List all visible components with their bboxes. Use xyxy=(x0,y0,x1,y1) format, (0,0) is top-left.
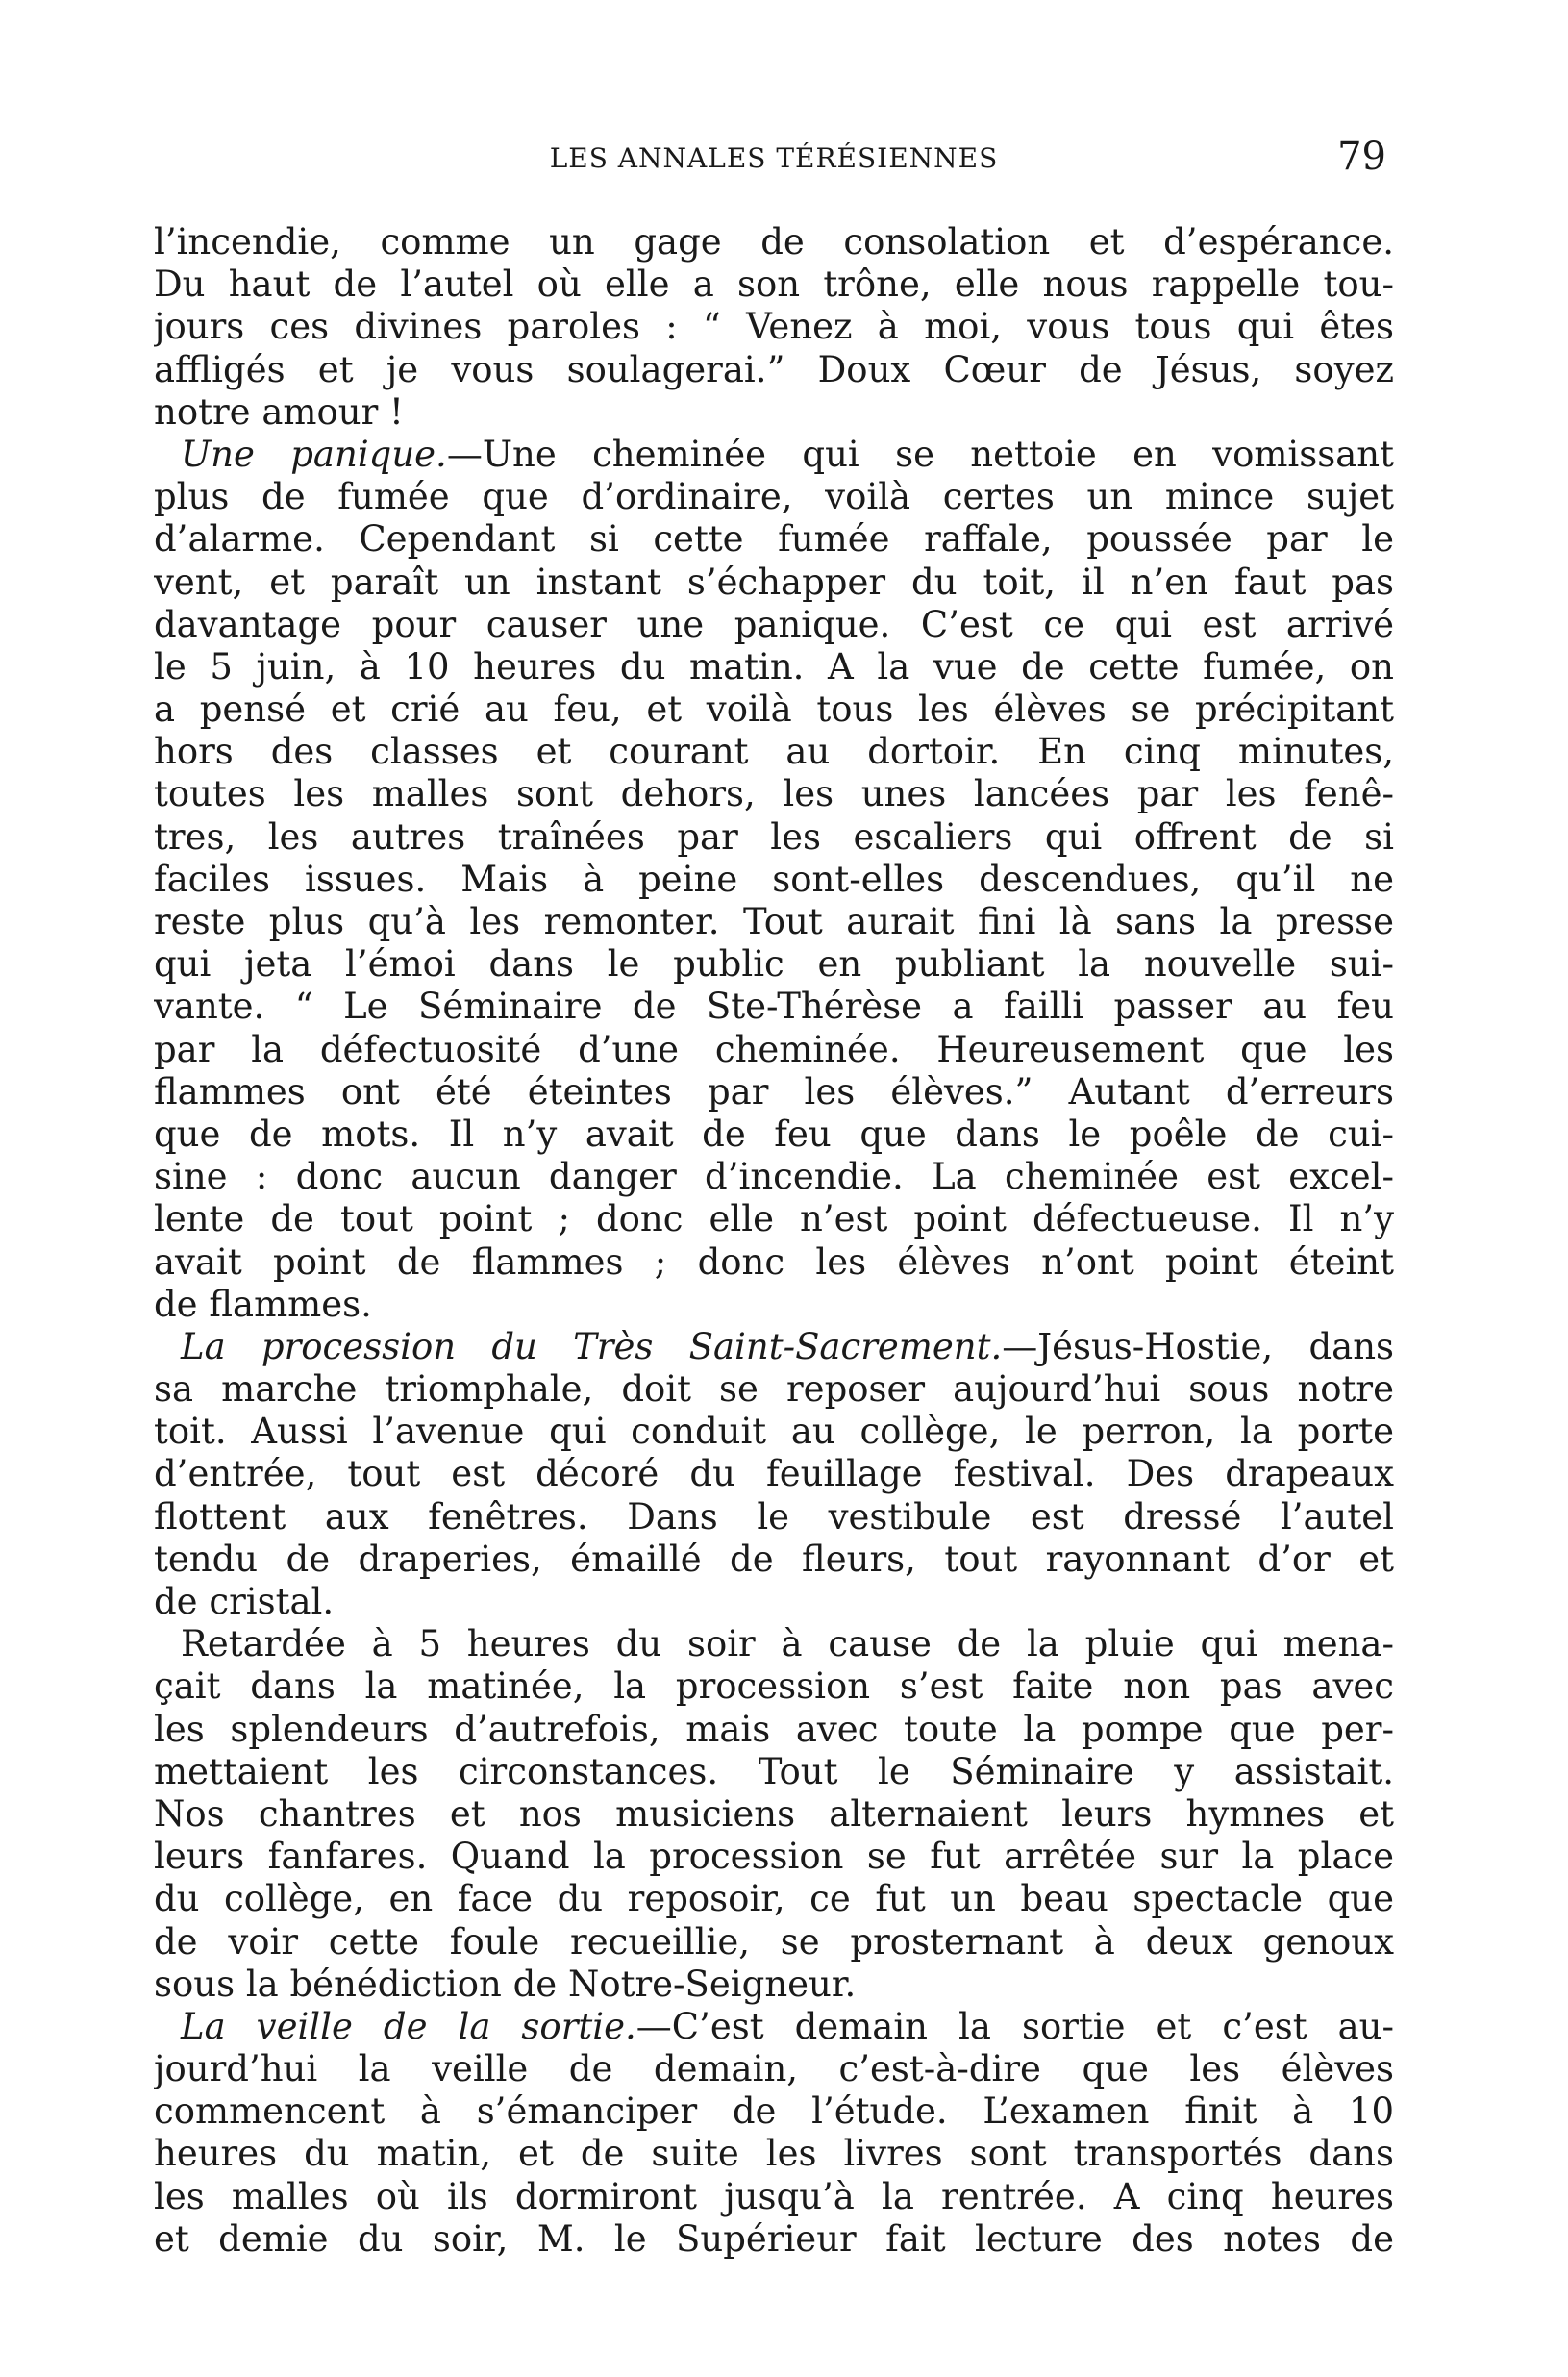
text-line xyxy=(154,688,1394,731)
text-line xyxy=(154,2218,1394,2261)
line-text: heures du matin, et de suite les livres sont transportés dans xyxy=(154,2133,1394,2175)
line-text: çait dans la matinée, la procession s’est faite non pas avec xyxy=(154,1665,1394,1708)
text-line xyxy=(154,859,1394,901)
text-line xyxy=(154,391,1394,434)
text-line xyxy=(154,1496,1394,1539)
text-line xyxy=(154,434,1394,476)
line-text: vante. “ Le Séminaire de Ste-Thérèse a failli passer au feu xyxy=(154,986,1394,1028)
section-heading: La procession du Très Saint-Sacrement. xyxy=(181,1325,1003,1367)
line-text: reste plus qu’à les remonter. Tout aurait fini là sans la presse xyxy=(154,901,1394,942)
text-line xyxy=(154,518,1394,561)
text-line xyxy=(154,1029,1394,1071)
line-text: de flammes. xyxy=(154,1283,372,1325)
text-line xyxy=(154,2090,1394,2133)
text-line xyxy=(154,1453,1394,1495)
line-text: qui jeta l’émoi dans le public en publiant la nouvelle sui- xyxy=(154,943,1394,986)
text-line xyxy=(154,773,1394,815)
line-text: affligés et je vous soulagerai.” Doux Cœur de Jésus, soyez xyxy=(154,348,1394,390)
text-line xyxy=(154,901,1394,943)
text-line xyxy=(154,349,1394,391)
text-line xyxy=(154,562,1394,604)
text-line xyxy=(154,816,1394,859)
line-text: sous la bénédiction de Notre-Seigneur. xyxy=(154,1963,857,2005)
text-line xyxy=(154,221,1394,263)
body-text xyxy=(154,221,1394,2261)
line-text: tres, les autres traînées par les escaliers qui offrent de si xyxy=(154,815,1394,858)
text-line xyxy=(154,1241,1394,1284)
text-line xyxy=(154,1411,1394,1453)
text-line xyxy=(154,1964,1394,2006)
section-heading: La veille de la sortie. xyxy=(181,2005,636,2047)
line-text: et demie du soir, M. le Supérieur fait lecture des notes de xyxy=(154,2217,1394,2260)
text-line xyxy=(154,943,1394,986)
line-text: notre amour ! xyxy=(154,390,404,433)
running-title: LES ANNALES TÉRÉSIENNES xyxy=(549,142,999,174)
line-text: commencent à s’émanciper de l’étude. L’examen finit à 10 xyxy=(154,2090,1394,2133)
text-line xyxy=(154,263,1394,306)
page-number: 79 xyxy=(1337,135,1386,179)
line-text: le 5 juin, à 10 heures du matin. A la vue de cette fumée, on xyxy=(154,645,1394,688)
line-text: davantage pour causer une panique. C’est ce qui est arrivé xyxy=(154,603,1394,645)
line-text: que de mots. Il n’y avait de feu que dans le poêle de cui- xyxy=(154,1113,1394,1155)
line-text: flammes ont été éteintes par les élèves.” Autant d’erreurs xyxy=(154,1070,1394,1113)
text-line xyxy=(154,646,1394,688)
line-text: plus de fumée que d’ordinaire, voilà certes un mince sujet xyxy=(154,476,1394,518)
line-text: mettaient les circonstances. Tout le Séminaire y assistait. xyxy=(154,1750,1394,1792)
line-text: jourd’hui la veille de demain, c’est-à-dire que les élèves xyxy=(154,2048,1394,2090)
line-text: —Jésus-Hostie, dans xyxy=(1002,1325,1394,1367)
line-text: sa marche triomphale, doit se reposer aujourd’hui sous notre xyxy=(154,1368,1394,1411)
text-line xyxy=(154,731,1394,773)
text-line xyxy=(154,1751,1394,1793)
text-line xyxy=(154,1921,1394,1964)
text-line xyxy=(154,2133,1394,2175)
line-text: avait point de flammes ; donc les élèves n’ont point éteint xyxy=(154,1240,1394,1283)
running-head xyxy=(154,135,1394,192)
text-line xyxy=(154,476,1394,518)
line-text: d’alarme. Cependant si cette fumée raffale, poussée par le xyxy=(154,518,1394,561)
line-text: —C’est demain la sortie et c’est au- xyxy=(635,2005,1394,2047)
line-text: du collège, en face du reposoir, ce fut un beau spectacle que xyxy=(154,1878,1394,1920)
text-line xyxy=(154,306,1394,348)
text-line xyxy=(154,1326,1394,1368)
line-text: de cristal. xyxy=(154,1581,335,1622)
line-text: Retardée à 5 heures du soir à cause de la pluie qui mena- xyxy=(181,1623,1394,1665)
line-text: Du haut de l’autel où elle a son trône, elle nous rappelle tou- xyxy=(154,263,1394,306)
text-line xyxy=(154,1623,1394,1665)
text-line xyxy=(154,1368,1394,1411)
line-text: toutes les malles sont dehors, les unes lancées par les fenê- xyxy=(154,773,1394,815)
line-text: —Une cheminée qui se nettoie en vomissant xyxy=(446,433,1394,475)
line-text: leurs fanfares. Quand la procession se fut arrêtée sur la place xyxy=(154,1836,1394,1878)
text-line xyxy=(154,1878,1394,1920)
text-line xyxy=(154,1071,1394,1113)
line-text: d’entrée, tout est décoré du feuillage festival. Des drapeaux xyxy=(154,1453,1394,1495)
text-line xyxy=(154,2048,1394,2090)
line-text: jours ces divines paroles : “ Venez à moi, vous tous qui êtes xyxy=(154,306,1394,348)
line-text: vent, et paraît un instant s’échapper du toit, il n’en faut pas xyxy=(154,561,1394,603)
line-text: les malles où ils dormiront jusqu’à la rentrée. A cinq heures xyxy=(154,2175,1394,2217)
text-line xyxy=(154,1793,1394,1836)
line-text: flottent aux fenêtres. Dans le vestibule est dressé l’autel xyxy=(154,1495,1394,1538)
text-line xyxy=(154,604,1394,646)
text-line xyxy=(154,1709,1394,1751)
line-text: les splendeurs d’autrefois, mais avec toute la pompe que per- xyxy=(154,1708,1394,1750)
text-line xyxy=(154,1665,1394,1708)
line-text: hors des classes et courant au dortoir. En cinq minutes, xyxy=(154,731,1394,773)
text-line xyxy=(154,1539,1394,1581)
text-line xyxy=(154,1581,1394,1623)
section-heading: Une panique. xyxy=(181,433,447,475)
line-text: sine : donc aucun danger d’incendie. La cheminée est excel- xyxy=(154,1156,1394,1198)
line-text: par la défectuosité d’une cheminée. Heureusement que les xyxy=(154,1028,1394,1070)
text-line xyxy=(154,1113,1394,1156)
line-text: a pensé et crié au feu, et voilà tous les élèves se précipitant xyxy=(154,688,1394,731)
text-line xyxy=(154,1156,1394,1198)
text-line xyxy=(154,1836,1394,1878)
line-text: lente de tout point ; donc elle n’est point défectueuse. Il n’y xyxy=(154,1198,1394,1240)
line-text: Nos chantres et nos musiciens alternaient leurs hymnes et xyxy=(154,1792,1394,1835)
line-text: de voir cette foule recueillie, se prosternant à deux genoux xyxy=(154,1920,1394,1963)
text-line xyxy=(154,2006,1394,2048)
line-text: l’incendie, comme un gage de consolation et d’espérance. xyxy=(154,221,1394,263)
line-text: tendu de draperies, émaillé de fleurs, tout rayonnant d’or et xyxy=(154,1538,1394,1580)
text-line xyxy=(154,2176,1394,2218)
text-line xyxy=(154,986,1394,1028)
line-text: toit. Aussi l’avenue qui conduit au collège, le perron, la porte xyxy=(154,1411,1394,1453)
line-text: faciles issues. Mais à peine sont-elles descendues, qu’il ne xyxy=(154,858,1394,900)
text-line xyxy=(154,1198,1394,1240)
text-line xyxy=(154,1284,1394,1326)
